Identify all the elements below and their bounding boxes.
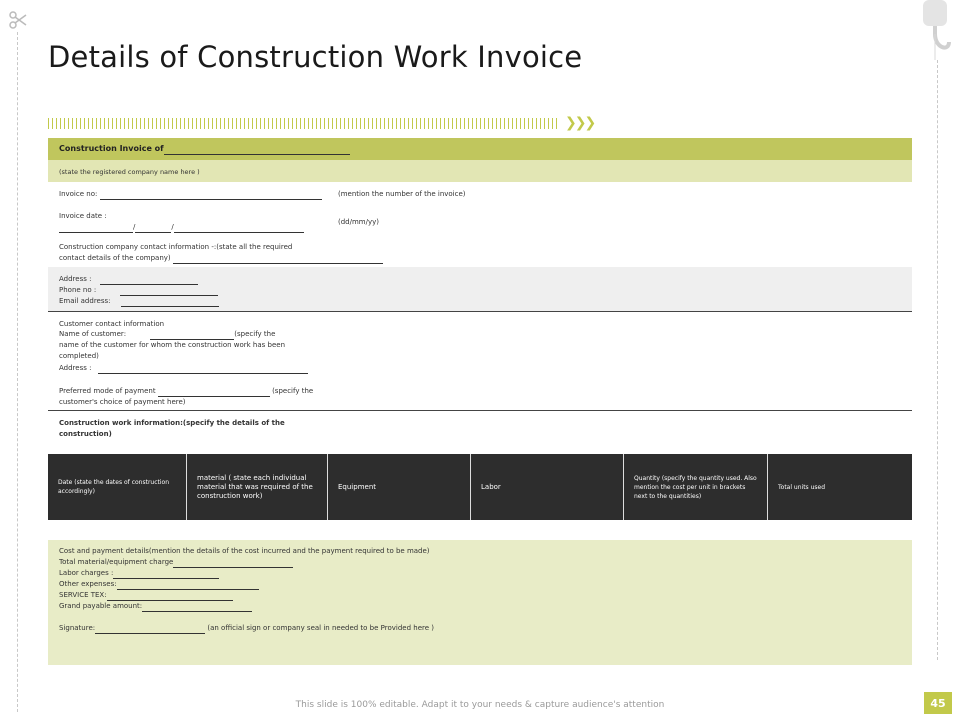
payment-note: (specify the [272, 387, 314, 395]
right-dashed-border [937, 60, 938, 660]
customer-name-line [59, 329, 275, 340]
phone-line [59, 285, 218, 296]
service-tex-blank [107, 592, 233, 601]
page-title: Details of Construction Work Invoice [48, 40, 583, 74]
service-tex-line [59, 590, 233, 601]
signature-line [59, 623, 434, 634]
invoice-no-label: Invoice no: [59, 190, 98, 198]
customer-info-line4: completed) [59, 352, 99, 360]
divider [48, 311, 912, 312]
table-header-quantity: Quantity (specify the quantity used. Also mention the cost per unit in brackets next to the quantities) [624, 454, 768, 520]
table-header-material: material ( state each individual material that was required of the construction work) [187, 454, 328, 520]
other-expenses-label: Other expenses: [59, 580, 117, 588]
work-info-line2: construction) [59, 430, 112, 438]
divider [48, 410, 912, 411]
invoice-date-blanks: / / [59, 222, 304, 233]
invoice-date-note: (dd/mm/yy) [338, 218, 379, 226]
grand-amount-blank [142, 603, 252, 612]
table-header-date: Date (state the dates of construction accordingly) [48, 454, 187, 520]
invoice-header-bar [48, 138, 912, 160]
cost-details-line: Cost and payment details(mention the details of the cost incurred and the payment required to be made) [59, 547, 430, 555]
company-address-block [48, 267, 912, 311]
payment-line [59, 386, 313, 397]
labor-charges-blank [113, 570, 219, 579]
scissors-icon [8, 10, 28, 30]
company-contact-line1: Construction company contact information -:(state all the required [59, 243, 293, 251]
customer-info-line3: name of the customer for whom the construction work has been [59, 341, 286, 349]
payment-note-line2: customer's choice of payment here) [59, 398, 186, 406]
table-header-labor: Labor [471, 454, 624, 520]
address-line [59, 274, 198, 285]
company-name-note: (state the registered company name here ) [59, 168, 200, 176]
grand-amount-label: Grand payable amount: [59, 602, 143, 610]
invoice-of-label: Construction Invoice of [59, 144, 164, 153]
email-blank [121, 298, 219, 307]
invoice-no-line [59, 189, 322, 200]
service-tex-label: SERVICE TEX: [59, 591, 107, 599]
customer-address-line [59, 363, 308, 374]
customer-address-blank [98, 365, 308, 374]
address-blank [100, 276, 198, 285]
customer-name-note: (specify the [234, 330, 276, 338]
invoice-date-label: Invoice date : [59, 212, 107, 220]
address-label: Address : [59, 275, 92, 283]
grand-amount-line [59, 601, 252, 612]
invoice-no-blank [100, 191, 322, 200]
email-line [59, 296, 219, 307]
signature-label: Signature: [59, 624, 96, 632]
payment-label: Preferred mode of payment [59, 387, 156, 395]
customer-info-line1: Customer contact information [59, 320, 165, 328]
customer-name-blank [150, 331, 234, 340]
signature-note: (an official sign or company seal in needed to be Provided here ) [207, 624, 434, 632]
invoice-of-line [59, 144, 350, 155]
cost-payment-block [48, 540, 912, 665]
crane-hook-icon [915, 0, 959, 64]
company-name-note-bar [48, 160, 912, 182]
customer-address-label: Address : [59, 364, 92, 372]
material-charge-line [59, 557, 293, 568]
table-header-total-units: Total units used [778, 483, 826, 491]
labor-charges-line [59, 568, 219, 579]
footer-note: This slide is 100% editable. Adapt it to your needs & capture audience's attention [295, 700, 665, 710]
company-contact-line2 [59, 253, 383, 264]
email-label: Email address: [59, 297, 111, 305]
material-charge-label: Total material/equipment charge [59, 558, 174, 566]
chevron-right-icon: ❯❯❯ [565, 115, 595, 131]
company-contact-blank [173, 255, 383, 264]
payment-blank [158, 388, 270, 397]
signature-blank [95, 625, 205, 634]
phone-label: Phone no : [59, 286, 97, 294]
material-charge-blank [173, 559, 293, 568]
other-expenses-line [59, 579, 259, 590]
labor-charges-label: Labor charges : [59, 569, 114, 577]
left-dashed-border [17, 32, 18, 712]
phone-blank [120, 287, 218, 296]
customer-name-label: Name of customer: [59, 330, 127, 338]
work-info-line1: Construction work information:(specify the details of the [59, 419, 285, 427]
work-details-table [48, 454, 912, 520]
invoice-of-blank [164, 146, 350, 155]
company-contact-label: contact details of the company) [59, 254, 171, 262]
decorative-rule [48, 118, 558, 129]
invoice-no-note: (mention the number of the invoice) [338, 190, 466, 198]
table-header-equipment: Equipment [328, 454, 471, 520]
other-expenses-blank [117, 581, 259, 590]
page-number: 45 [924, 692, 952, 714]
